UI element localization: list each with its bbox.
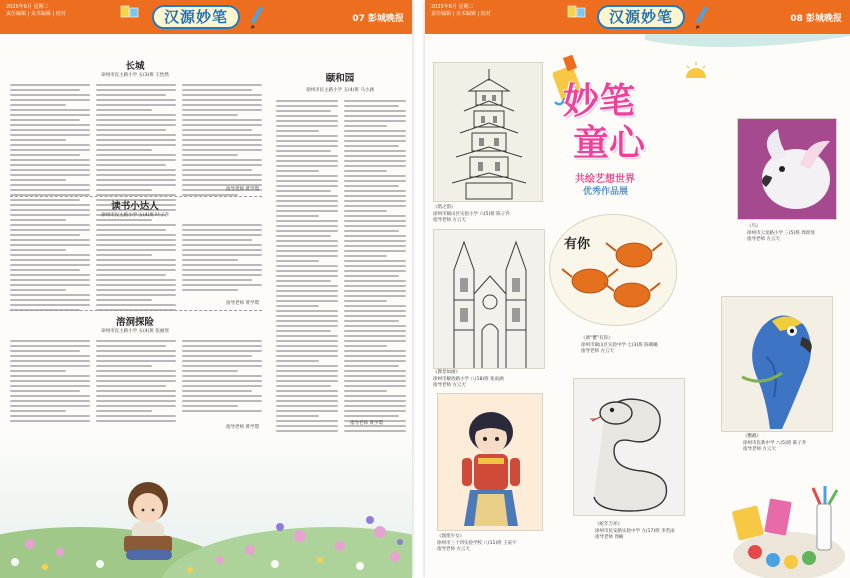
- artwork-snake: [573, 378, 685, 516]
- left-newspaper-page: [0, 0, 412, 578]
- article-body-column: [182, 224, 262, 294]
- article-body-column: [276, 100, 338, 445]
- exhibit-subtitle: 共绘艺想世界: [575, 174, 635, 185]
- article-byline: 徐州市民主路小学 五(3)班 王怡然: [101, 73, 169, 78]
- caption-girl: 《敦煌少女》 徐州市三十四实验学校 八(11)班 王寅宇 指导老师 方云天: [437, 534, 517, 552]
- divider: [10, 196, 262, 197]
- artwork-cockatoo: [737, 118, 837, 220]
- article-title-great-wall: 长城: [125, 61, 145, 72]
- caption-snake: 《蛇年吉祥》 徐州市民安路实验中学 九(17)班 李若雨 指导老师 周楠: [595, 522, 675, 540]
- pencil-icon: [246, 4, 268, 30]
- artwork-pagoda: [433, 62, 543, 202]
- page-number: 07 彭城晚报: [352, 14, 404, 24]
- artwork-parrot: [721, 296, 833, 432]
- article-title-cave-adventure: 溶洞探险: [115, 317, 154, 328]
- article-body-column: [182, 84, 262, 199]
- snake-drawing: [574, 379, 685, 516]
- divider: [10, 310, 262, 311]
- article-body-column: [10, 224, 90, 314]
- article-title-reading-star: 读书小达人: [111, 201, 159, 212]
- exhibit-title-line1: 妙笔: [563, 81, 636, 122]
- teal-swoosh-decoration: [645, 34, 850, 74]
- artwork-crabs: [549, 214, 677, 326]
- books-icon: [120, 4, 140, 18]
- column-title: 汉源妙笔: [597, 5, 685, 29]
- article-byline: 徐州市民主路小学 五(4)班 张丽瑶: [101, 329, 169, 334]
- art-supplies-illustration: [725, 486, 850, 578]
- parrot-drawing: [722, 297, 833, 432]
- exhibit-title-line2: 童心: [573, 123, 646, 164]
- article-body-column: [182, 340, 262, 415]
- teacher-credit: 指导老师 黄学璟: [226, 301, 259, 306]
- cockatoo-painting: [738, 119, 837, 220]
- article-body-column: [96, 224, 176, 314]
- header-date: 2025年6月 星期三: [6, 4, 49, 10]
- caption-cockatoo: 《鸟》 徐州市云龙路小学 三(5)班 周瑶瑶 指导老师 方云天: [747, 224, 815, 242]
- caption-cathedral: 《教堂如画》 徐州市解放路小学 八(18)班 张雨涵 指导老师 方云天: [433, 370, 504, 388]
- teacher-credit: 指导老师 黄学璟: [350, 421, 383, 426]
- article-body-column: [344, 100, 406, 445]
- exhibit-subtitle-2: 优秀作品展: [583, 187, 629, 197]
- article-title-summer-palace: 颐和园: [325, 73, 355, 84]
- pagoda-sketch: [434, 63, 543, 202]
- caption-pagoda: 《塔之韵》 徐州市铜山区实验小学 六(5)班 陈子乔 指导老师 方云天: [433, 205, 510, 223]
- caption-parrot: 《鹦鹉》 徐州市民新中学 八(5)班 陈子乔 指导老师 方云天: [743, 434, 807, 452]
- header-date: 2025年6月 星期三: [431, 4, 474, 10]
- artwork-dunhuang-girl: [437, 393, 543, 531]
- crabs-painting: [550, 215, 677, 326]
- teacher-credit: 指导老师 黄学璟: [226, 425, 259, 430]
- girl-illustration: [438, 394, 543, 531]
- sun-icon: [683, 60, 709, 80]
- header-meta: [6, 4, 66, 18]
- books-icon: [567, 4, 587, 18]
- column-title: 汉源妙笔: [152, 5, 240, 29]
- header-meta: [431, 4, 491, 18]
- header-editors: 责任编辑 | 美术编辑 | 校对: [6, 11, 66, 17]
- article-byline: 徐州市民主路小学 五(4)班 叶子赤: [101, 213, 169, 218]
- pencil-icon: [691, 4, 713, 30]
- teacher-credit: 指导老师 黄学璟: [226, 187, 259, 192]
- article-body-column: [10, 340, 90, 425]
- article-body-column: [96, 340, 176, 425]
- left-page-header: [0, 0, 412, 34]
- caption-crabs: 《诱“蟹”有你》 徐州市铜山区实验中学 七(3)班 陈朝曦 指导老师 方云天: [581, 336, 658, 354]
- crab-painting-text: 有你: [564, 237, 591, 252]
- artwork-cathedral: [433, 229, 545, 369]
- header-editors: 责任编辑 | 美术编辑 | 校对: [431, 11, 491, 17]
- right-newspaper-page: [425, 0, 850, 578]
- cathedral-sketch: [434, 230, 545, 369]
- article-byline: 徐州市民主路小学 五(4)班 马小涵: [306, 88, 374, 93]
- child-reading-illustration: [0, 432, 412, 578]
- page-number: 08 彭城晚报: [790, 14, 842, 24]
- right-page-header: [425, 0, 850, 34]
